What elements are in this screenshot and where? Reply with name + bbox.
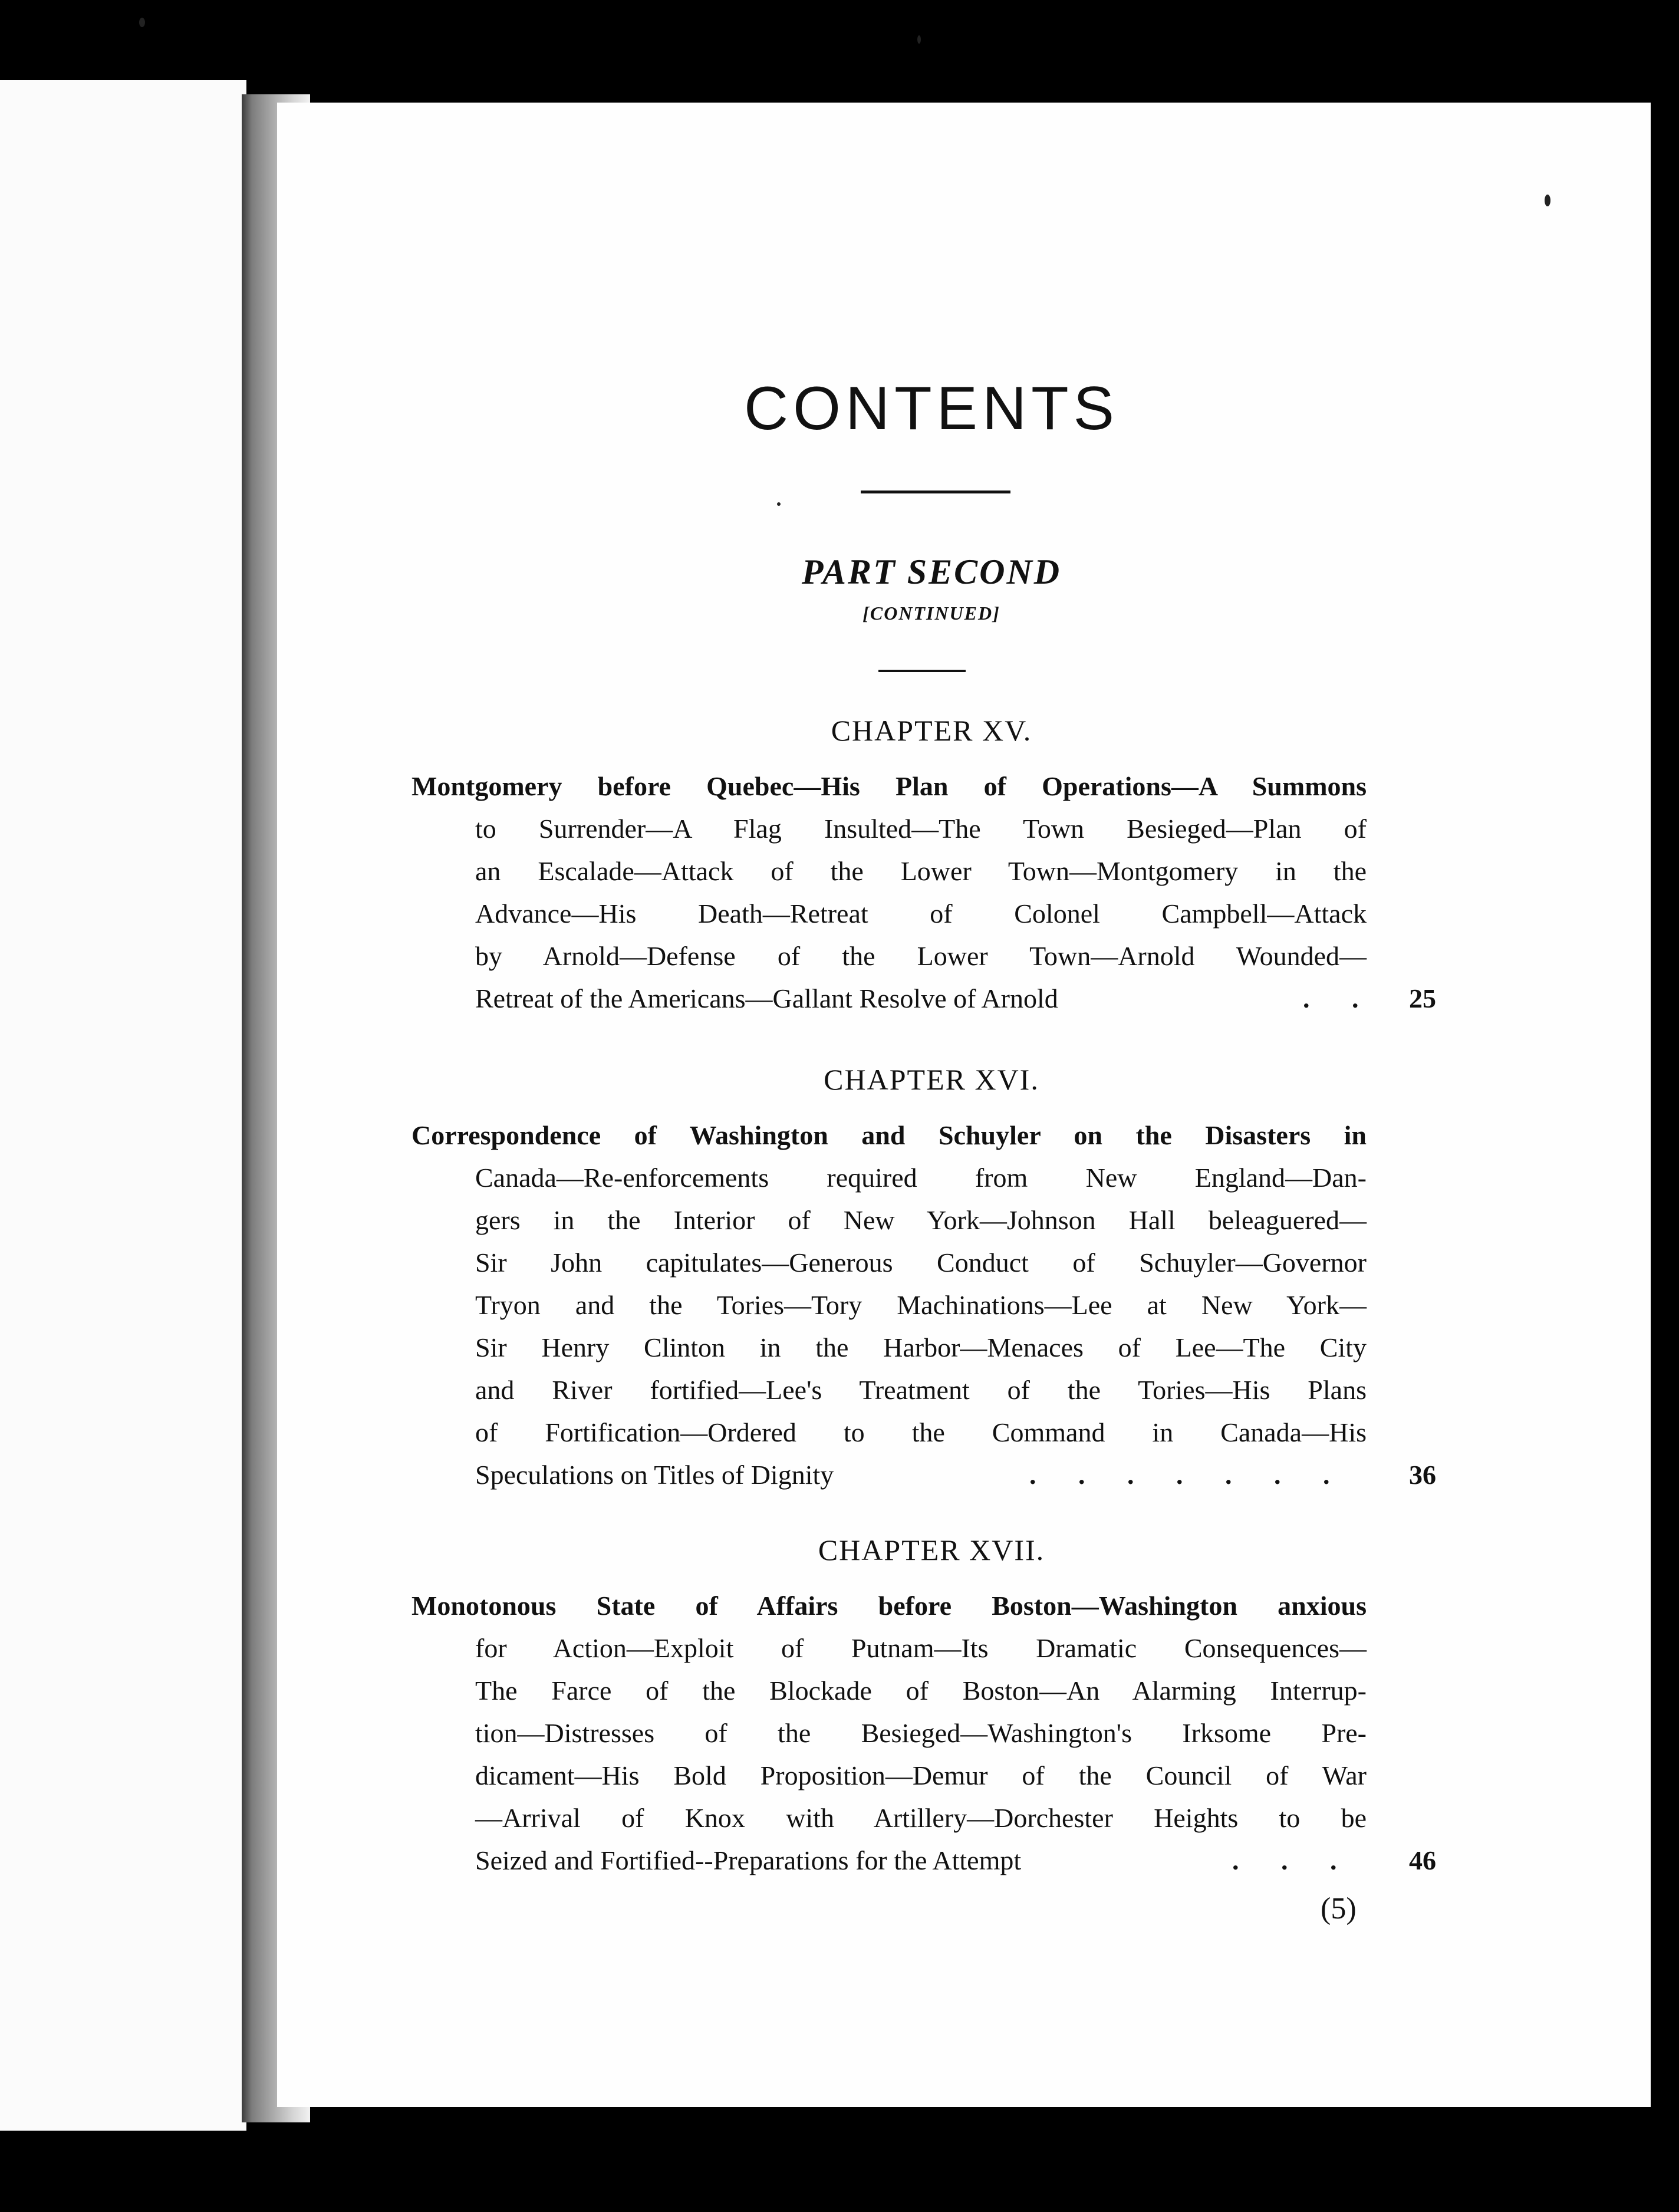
summary-line: —Arrival of Knox with Artillery—Dorchester Heights to be bbox=[475, 1803, 1367, 1833]
summary-line: and River fortified—Lee's Treatment of the Tories—His Plans bbox=[475, 1375, 1367, 1405]
summary-line: Retreat of the Americans—Gallant Resolve of Arnold bbox=[475, 983, 1058, 1013]
part-heading: PART SECOND bbox=[801, 552, 1062, 591]
scan-speck bbox=[777, 502, 781, 506]
summary-line: gers in the Interior of New York—Johnson Hall beleaguered— bbox=[475, 1205, 1367, 1235]
summary-line: Correspondence of Washington and Schuyler on the Disasters in bbox=[411, 1120, 1367, 1150]
page-number: 46 bbox=[1409, 1845, 1436, 1875]
summary-line: by Arnold—Defense of the Lower Town—Arnold Wounded— bbox=[475, 941, 1367, 971]
summary-line: Tryon and the Tories—Tory Machinations—Lee at New York— bbox=[475, 1290, 1367, 1320]
dot-leader: . . bbox=[1303, 983, 1377, 1013]
summary-line: for Action—Exploit of Putnam—Its Dramatic Consequences— bbox=[475, 1633, 1367, 1663]
page-number: 36 bbox=[1409, 1460, 1436, 1490]
summary-line: dicament—His Bold Proposition—Demur of the Council of War bbox=[475, 1760, 1367, 1790]
summary-line: Sir John capitulates—Generous Conduct of Schuyler—Governor bbox=[475, 1247, 1367, 1278]
chapter-heading: CHAPTER XVI. bbox=[824, 1063, 1039, 1096]
part-rule bbox=[878, 670, 966, 672]
part-note: [CONTINUED] bbox=[862, 603, 1000, 624]
scan-speck bbox=[917, 35, 921, 44]
summary-line: Canada—Re-enforcements required from New England—Dan- bbox=[475, 1163, 1367, 1193]
page-number: 25 bbox=[1409, 983, 1436, 1013]
summary-line: Seized and Fortified--Preparations for the Attempt bbox=[475, 1845, 1022, 1875]
summary-line: to Surrender—A Flag Insulted—The Town Besieged—Plan of bbox=[475, 814, 1367, 844]
chapter-summary bbox=[411, 1585, 1444, 1882]
chapter-summary bbox=[411, 1114, 1444, 1496]
title-rule bbox=[861, 491, 1010, 493]
scan-speck bbox=[139, 18, 145, 27]
chapter-summary bbox=[411, 765, 1444, 1020]
summary-line: an Escalade—Attack of the Lower Town—Montgomery in the bbox=[475, 856, 1367, 886]
scan-speck bbox=[1545, 195, 1550, 206]
summary-line: The Farce of the Blockade of Boston—An Alarming Interrup- bbox=[475, 1676, 1367, 1706]
summary-line: tion—Distresses of the Besieged—Washington's Irksome Pre- bbox=[475, 1718, 1367, 1748]
chapter-heading: CHAPTER XVII. bbox=[818, 1533, 1045, 1566]
summary-line: Speculations on Titles of Dignity bbox=[475, 1460, 834, 1490]
folio-number: (5) bbox=[1321, 1892, 1357, 1925]
summary-line: Monotonous State of Affairs before Boston—Washington anxious bbox=[411, 1591, 1367, 1621]
dot-leader: . . . . . . . bbox=[1029, 1460, 1348, 1490]
summary-line: Advance—His Death—Retreat of Colonel Campbell—Attack bbox=[475, 898, 1367, 929]
page-title: CONTENTS bbox=[744, 374, 1119, 443]
summary-line: Sir Henry Clinton in the Harbor—Menaces of Lee—The City bbox=[475, 1332, 1367, 1362]
summary-line: of Fortification—Ordered to the Command in Canada—His bbox=[475, 1417, 1367, 1447]
summary-line: Montgomery before Quebec—His Plan of Operations—A Summons bbox=[411, 771, 1367, 801]
facing-page bbox=[0, 80, 246, 2131]
dot-leader: . . . bbox=[1232, 1845, 1355, 1875]
chapter-heading: CHAPTER XV. bbox=[831, 714, 1032, 747]
